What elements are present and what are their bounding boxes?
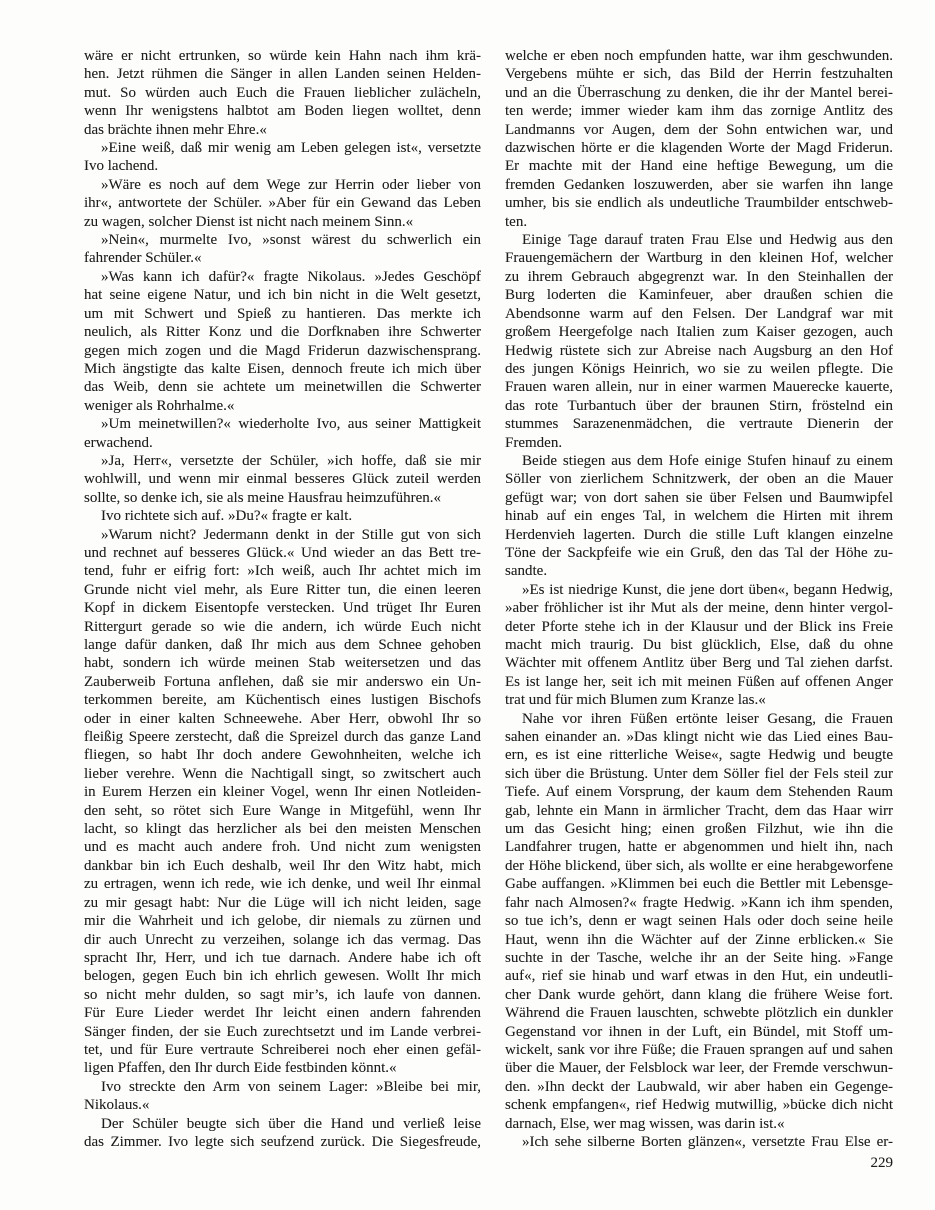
text-line: und es macht auch andere froh. Und nicht zum wenigsten [84, 839, 481, 856]
text-line: dazwischen hörte er die klagenden Worte der Magd Friderun. [505, 140, 893, 157]
text-line: spracht Ihr, Herr, und ich tue darnach. Andere habe ich oft [84, 949, 481, 966]
text-line: das Weib, denn sie achtete um meinetwillen die Schwerter [84, 379, 481, 396]
text-line: Fremden. [505, 434, 563, 451]
text-line: Töne der Sackpfeife wie ein Gruß, den das Tal der Höhe zu- [505, 544, 893, 561]
text-line: Landmanns vor Augen, dem der Sohn entwichen war, und [505, 121, 893, 138]
text-line: der Höhe blickend, über sich, als wollte er eine herabgeworfene [505, 857, 893, 874]
text-line: wickelt, sank vor ihre Füße; die Frauen sprangen auf und sahen [505, 1041, 893, 1058]
text-column [505, 47, 893, 1151]
text-line: Hedwig rüstete sich zur Abreise nach Augsburg an den Hof [505, 342, 893, 359]
text-line: »Wäre es noch auf dem Wege zur Herrin oder lieber von [101, 176, 481, 193]
text-line: Gegenstand vor ihnen in der Luft, ein Bündel, mit Stoff um- [505, 1023, 893, 1040]
text-line: und an die Überraschung zu denken, die ihr der Mantel berei- [505, 84, 893, 101]
text-line: terkommen bereite, am Küchentisch eines lustigen Bischofs [84, 692, 481, 709]
text-line: fleißig Speere zerstecht, daß die Spreizel durch das ganze Land [84, 729, 481, 746]
text-line: ten werde; immer wieder kam ihm das zornige Antlitz des [505, 103, 893, 120]
text-line: oder in einer kalten Schneewehe. Aber Herr, obwohl Ihr so [84, 710, 481, 727]
text-line: den. »Ihn deckt der Laubwald, wir aber haben ein Gegenge- [505, 1078, 893, 1095]
text-line: das rote Turbantuch über der braunen Stirn, fröstelnd ein [505, 397, 893, 414]
text-line: den seht, so rötet sich Eure Wange in Mitgefühl, wenn Ihr [84, 802, 481, 819]
text-line: auf«, rief sie hinab und warf etwas in den Hut, ein undeutli- [505, 968, 893, 985]
text-line: tend, fuhr er eifrig fort: »Ich weiß, auch Ihr achtet mich im [84, 563, 481, 580]
text-line: Frauen waren allein, nur in einer warmen Mauerecke kauerte, [505, 379, 893, 396]
text-line: Abendsonne warm auf den Felsen. Der Landgraf war mit [505, 305, 893, 322]
text-line: »Nein«, murmelte Ivo, »sonst wärest du schwerlich ein [101, 232, 481, 249]
text-line: »Um meinetwillen?« wiederholte Ivo, aus seiner Mattigkeit [101, 416, 481, 433]
text-line: Ivo lachend. [84, 158, 159, 175]
text-line: zu mir gesagt habt: Nur die Lüge will ich nicht leiden, sage [84, 894, 481, 911]
text-line: Beide stiegen aus dem Hofe einige Stufen hinauf zu einem [522, 452, 893, 469]
text-line: fremden Gedanken loszuwerden, aber sie warfen ihn lange [505, 176, 893, 193]
text-line: weniger als Rohrhalme.« [84, 397, 235, 414]
text-line: sollte, so denke ich, sie als meine Hausfrau heimzuführen.« [84, 489, 441, 506]
text-line: cher Dank wurde gehört, dann klang die frühere Weise fort. [505, 986, 893, 1003]
text-line: fliegen, so habt Ihr doch andere Gewohnheiten, welche ich [84, 747, 481, 764]
text-line: und rechnet auf besseres Glück.« Und wieder an das Bett tre- [84, 544, 481, 561]
text-line: lieber verehre. Wenn die Nachtigall singt, so zwitschert auch [84, 765, 481, 782]
text-line: so nicht mehr dulden, so sagt mir’s, ich laufe von dannen. [84, 986, 481, 1003]
text-line: Ivo streckte den Arm von seinem Lager: »Bleibe bei mir, [101, 1078, 481, 1095]
text-line: Er machte mit der Hand eine heftige Bewegung, um die [505, 158, 893, 175]
text-line: Gabe auffangen. »Klimmen bei euch die Bettler mit Lebensge- [505, 876, 893, 893]
text-line: Grunde nicht viel mehr, als Eure Ritter tun, die einen leeren [84, 581, 481, 598]
text-line: so tue ich’s, denn er wagt seinen Hals oder doch seine heile [505, 913, 893, 930]
text-line: des jungen Königs Heinrich, wo sie zu weilen pflegte. Die [505, 360, 893, 377]
text-line: Landfahrer trugen, hatte er abgenommen und hielt ihn, nach [505, 839, 893, 856]
text-line: gefügt war; von dort sahen sie über Felsen und Baumwipfel [505, 489, 893, 506]
text-line: Rittergurt gerade so wie die andern, ich würde Euch nicht [84, 618, 481, 635]
text-line: ern, es ist eine ritterliche Weise«, sagte Hedwig und beugte [505, 747, 893, 764]
text-line: neulich, als Ritter Konz und die Dorfknaben ihre Schwerter [84, 324, 481, 341]
text-line: Nikolaus.« [84, 1097, 150, 1114]
text-line: das brächte ihnen mehr Ehre.« [84, 121, 267, 138]
text-line: lacht, so klingt das herzlicher als bei den meisten Menschen [84, 821, 481, 838]
text-line: zu ihrem Gebrauch abgegrenzt war. In den Steinhallen der [505, 268, 893, 285]
text-line: Vergebens mühte er sich, das Bild der Herrin festzuhalten [505, 66, 893, 83]
text-line: fahr nach Almosen?« fragte Hedwig. »Kann ich ihm spenden, [505, 894, 893, 911]
text-line: Mich ängstigte das kalte Eisen, dennoch freute ich mich über [84, 360, 481, 377]
text-line: darnach, Else, wer mag wissen, was darin ist.« [505, 1115, 785, 1132]
page-number: 229 [870, 1155, 893, 1171]
text-line: suchte in der Tasche, welche ihr an der Seite hing. »Fange [505, 949, 893, 966]
text-line: ligen Pfaffen, den Ihr durch Eide festbinden könnt.« [84, 1060, 397, 1077]
text-line: dir auch Unrecht zu verzeihen, solange ich das vermag. Das [84, 931, 481, 948]
text-line: Für Eure Lieder werdet Ihr leicht einen andern fahrenden [84, 1005, 481, 1022]
text-line: trat und für mich Blumen zum Kranze las.« [505, 692, 766, 709]
text-line: großem Heergefolge nach Italien zum Kaiser gezogen, auch [505, 324, 893, 341]
text-line: mir die Wahrheit und ich gelobe, dir niemals zu zürnen und [84, 913, 481, 930]
text-line: welche er eben noch empfunden hatte, war ihm geschwunden. [505, 48, 893, 64]
text-line: »Eine weiß, daß mir wenig am Leben gelegen ist«, versetzte [101, 140, 481, 157]
text-line: fahrender Schüler.« [84, 250, 202, 267]
text-line: ten. [505, 213, 528, 230]
text-line: sahen einander an. »Das klingt nicht wie das Lied eines Bau- [505, 729, 893, 746]
text-line: hat seine eigene Natur, und ich bin nicht in die Welt gesetzt, [84, 287, 481, 304]
text-line: erwachend. [84, 434, 153, 451]
text-line: umher, bis sie endlich als undeutliche Traumbilder entschweb- [505, 195, 893, 212]
text-line: sich über die Brüstung. Unter dem Söller fiel der Fels steil zur [505, 765, 893, 782]
text-line: gab, lehnte ein Mann in ärmlicher Tracht, dem das Haar wirr [505, 802, 893, 819]
text-line: belogen, gegen Euch bin ich ehrlich gewesen. Wollt Ihr mich [84, 968, 481, 985]
text-line: sandte. [505, 563, 548, 580]
text-line: deter Pforte stehe ich in der Klausur und der Blick ins Freie [505, 618, 893, 635]
text-line: um mit Schwert und Spieß zu hantieren. Das merkte ich [84, 305, 481, 322]
text-line: Söller von zierlichem Schnitzwerk, der oben an die Mauer [505, 471, 893, 488]
text-line: »Ja, Herr«, versetzte der Schüler, »ich hoffe, daß sie mir [101, 452, 481, 469]
text-line: das Zimmer. Ivo legte sich seufzend zurück. Die Siegesfreude, [84, 1133, 481, 1150]
text-line: habt, sondern ich würde meinen Stab weitersetzen und das [84, 655, 481, 672]
text-line: Zauberweib Fortuna anflehen, daß sie mir anderswo ein Un- [84, 673, 481, 690]
text-line: Kopf in dickem Eisentopfe verstecken. Und trüget Ihr Euren [84, 600, 481, 617]
text-line: »aber fröhlicher ist ihr Mut als der meine, denn hinter vergol- [505, 600, 893, 617]
text-line: macht mich traurig. Du bist glücklich, Else, daß du ohne [505, 637, 893, 653]
text-line: Einige Tage darauf traten Frau Else und Hedwig aus den [522, 232, 893, 249]
text-line: Haut, wenn ihn die Wächter auf der Zinne erblicken.« Sie [505, 931, 893, 948]
text-line: tet, und für Eure vertraute Schreiberei noch eher einen gefäl- [84, 1041, 481, 1058]
text-line: dankbar bin ich Euch deshalb, weil Ihr den Witz habt, mich [84, 857, 481, 874]
text-line: lange dafür danken, daß Ihr mich aus dem Schnee gehoben [84, 637, 481, 653]
text-line: Nahe vor ihren Füßen ertönte leiser Gesang, die Frauen [522, 710, 893, 727]
text-line: über die Mauer, der Felsblock war leer, der Fremde verschwun- [505, 1060, 893, 1077]
text-line: zu wagen, solcher Dienst ist nicht nach meinem Sinn.« [84, 213, 414, 230]
text-line: hen. Jetzt rühmen die Sänger in allen Landen seinen Helden- [84, 66, 481, 83]
text-line: Wächter mit offenem Antlitz über Berg und Tal ziehen darfst. [505, 655, 893, 672]
text-line: wenn Ihr wenigstens halbtot am Boden liegen wolltet, denn [84, 103, 481, 120]
text-line: hinab auf ein enges Tal, in welchem die Hirten mit ihrem [505, 508, 893, 525]
text-line: Der Schüler beugte sich über die Hand und verließ leise [101, 1115, 481, 1132]
text-line: Sänger finden, der sie Euch zurechtsetzt und im Lande verbrei- [84, 1023, 481, 1040]
text-line: Herdenvieh lagerten. Durch die stille Luft klangen einzelne [505, 526, 893, 543]
text-line: ihr«, antwortete der Schüler. »Aber für ein Gewand das Leben [84, 195, 481, 212]
text-line: »Es ist niedrige Kunst, die jene dort üben«, begann Hedwig, [522, 581, 893, 598]
text-line: stummes Sarazenenmädchen, die vertraute Dienerin der [505, 416, 893, 433]
text-line: Frauengemächern der Wartburg in den kleinen Hof, welcher [505, 250, 893, 267]
text-line: »Warum nicht? Jedermann denkt in der Stille gut von sich [101, 526, 481, 543]
text-line: »Was kann ich dafür?« fragte Nikolaus. »Jedes Geschöpf [101, 268, 481, 285]
text-line: Tiefe. Auf einem Vorsprung, der kaum dem Stehenden Raum [505, 784, 893, 801]
text-line: wäre er nicht ertrunken, so würde kein Hahn nach ihm krä- [84, 48, 481, 64]
text-line: Burg loderten die Kaminfeuer, aber draußen schien die [505, 287, 893, 304]
text-line: gegen mich zogen und die Magd Friderun dazwischensprang. [84, 342, 481, 359]
text-line: »Ich sehe silberne Borten glänzen«, versetzte Frau Else er- [522, 1133, 893, 1150]
text-column [84, 47, 481, 1151]
text-line: mut. So würden auch Euch die Frauen lieblicher zulächeln, [84, 84, 481, 101]
text-line: Während die Frauen lauschten, schwebte plötzlich ein dunkler [505, 1005, 893, 1022]
text-line: zu ertragen, wenn ich rede, wie ich denke, und weil Ihr einmal [84, 876, 481, 893]
text-line: Ivo richtete sich auf. »Du?« fragte er kalt. [101, 508, 353, 525]
text-line: wohlwill, und wenn mir einmal besseres Glück zuteil werden [84, 471, 481, 488]
text-line: schenk empfangen«, rief Hedwig mutwillig, »bücke dich nicht [505, 1097, 893, 1114]
text-line: um das Gesicht hing; einen großen Filzhut, wie ihn die [505, 821, 893, 838]
text-line: Es ist lange her, seit ich mit meinen Füßen auf offenen Anger [505, 673, 893, 690]
text-line: in Eurem Herzen ein kleiner Vogel, wenn Ihr einen Notleiden- [84, 784, 481, 801]
